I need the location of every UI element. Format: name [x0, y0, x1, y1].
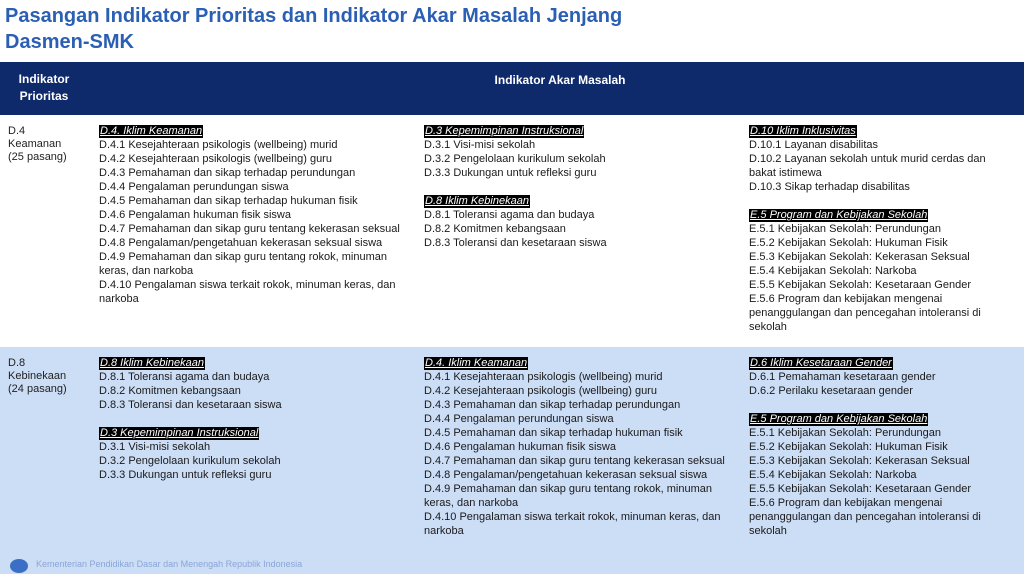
table-row	[0, 347, 1024, 574]
prioritas-name: Keamanan	[8, 138, 62, 150]
section-title: D.4. Iklim Keamanan	[100, 125, 203, 137]
list-item: D.4.9 Pemahaman dan sikap guru tentang rokok, minuman keras, dan narkoba	[424, 483, 712, 509]
section-title: E.5 Program dan Kebijakan Sekolah	[750, 413, 928, 425]
section-title: D.8 Iklim Kebinekaan	[100, 357, 204, 369]
section-title: D.4. Iklim Keamanan	[425, 357, 528, 369]
list-item: D.4.3 Pemahaman dan sikap terhadap perundungan	[99, 167, 356, 179]
list-item: D.8.3 Toleransi dan kesetaraan siswa	[424, 237, 607, 249]
prioritas-cell	[8, 357, 88, 396]
section-title: D.3 Kepemimpinan Instruksional	[425, 125, 584, 137]
section-title: D.3 Kepemimpinan Instruksional	[100, 427, 259, 439]
list-item: E.5.3 Kebijakan Sekolah: Kekerasan Seksual	[749, 455, 970, 467]
prioritas-cell	[8, 125, 88, 164]
list-item: E.5.5 Kebijakan Sekolah: Kesetaraan Gender	[749, 483, 971, 495]
list-item: D.4.2 Kesejahteraan psikologis (wellbeing) guru	[424, 385, 657, 397]
table-row	[0, 115, 1024, 347]
list-item: D.4.2 Kesejahteraan psikologis (wellbeing) guru	[99, 153, 332, 165]
list-item: D.8.1 Toleransi agama dan budaya	[424, 209, 595, 221]
list-item: E.5.1 Kebijakan Sekolah: Perundungan	[749, 223, 942, 235]
list-item: D.3.1 Visi-misi sekolah	[99, 441, 211, 453]
prioritas-code: D.4	[8, 125, 26, 137]
list-item: D.8.2 Komitmen kebangsaan	[99, 385, 241, 397]
list-item: D.10.2 Layanan sekolah untuk murid cerdas dan bakat istimewa	[749, 153, 986, 179]
list-item: E.5.2 Kebijakan Sekolah: Hukuman Fisik	[749, 237, 948, 249]
list-item: D.10.1 Layanan disabilitas	[749, 139, 879, 151]
list-item: D.4.6 Pengalaman hukuman fisik siswa	[424, 441, 616, 453]
akar-column	[424, 356, 734, 538]
section-gap	[749, 194, 1014, 208]
list-item: D.4.4 Pengalaman perundungan siswa	[424, 413, 614, 425]
list-item: D.8.3 Toleransi dan kesetaraan siswa	[99, 399, 282, 411]
list-item: D.6.1 Pemahaman kesetaraan gender	[749, 371, 936, 383]
section-title: E.5 Program dan Kebijakan Sekolah	[750, 209, 928, 221]
table-header	[0, 62, 1024, 115]
akar-column	[99, 356, 407, 482]
list-item: D.8.1 Toleransi agama dan budaya	[99, 371, 270, 383]
header-indikator-akar-masalah: Indikator Akar Masalah	[494, 73, 626, 87]
list-item: D.3.3 Dukungan untuk refleksi guru	[99, 469, 272, 481]
akar-column	[99, 124, 407, 306]
list-item: E.5.2 Kebijakan Sekolah: Hukuman Fisik	[749, 441, 948, 453]
section-title: D.10 Iklim Inklusivitas	[750, 125, 856, 137]
list-item: D.4.9 Pemahaman dan sikap guru tentang rokok, minuman keras, dan narkoba	[99, 251, 387, 277]
ministry-logo-icon	[10, 559, 28, 573]
list-item: D.10.3 Sikap terhadap disabilitas	[749, 181, 910, 193]
list-item: E.5.1 Kebijakan Sekolah: Perundungan	[749, 427, 942, 439]
section-gap	[749, 398, 1014, 412]
list-item: D.4.3 Pemahaman dan sikap terhadap perundungan	[424, 399, 681, 411]
akar-column	[424, 124, 734, 250]
list-item: D.3.2 Pengelolaan kurikulum sekolah	[99, 455, 281, 467]
header-indikator-prioritas: Indikator Prioritas	[18, 72, 70, 103]
prioritas-count: (25 pasang)	[8, 151, 67, 163]
list-item: D.4.6 Pengalaman hukuman fisik siswa	[99, 209, 291, 221]
list-item: E.5.4 Kebijakan Sekolah: Narkoba	[749, 265, 917, 277]
list-item: D.4.10 Pengalaman siswa terkait rokok, minuman keras, dan narkoba	[424, 511, 721, 537]
list-item: D.6.2 Perilaku kesetaraan gender	[749, 385, 913, 397]
list-item: D.4.1 Kesejahteraan psikologis (wellbeing) murid	[99, 139, 338, 151]
list-item: D.3.3 Dukungan untuk refleksi guru	[424, 167, 597, 179]
list-item: D.4.8 Pengalaman/pengetahuan kekerasan seksual siswa	[424, 469, 708, 481]
list-item: D.3.2 Pengelolaan kurikulum sekolah	[424, 153, 606, 165]
list-item: D.3.1 Visi-misi sekolah	[424, 139, 536, 151]
prioritas-name: Kebinekaan	[8, 370, 67, 382]
list-item: D.4.8 Pengalaman/pengetahuan kekerasan seksual siswa	[99, 237, 383, 249]
section-title: D.8 Iklim Kebinekaan	[425, 195, 529, 207]
footer-text: Kementerian Pendidikan Dasar dan Menengah Republik Indonesia	[36, 559, 303, 569]
akar-column	[749, 356, 1014, 538]
prioritas-code: D.8	[8, 357, 26, 369]
prioritas-count: (24 pasang)	[8, 383, 67, 395]
list-item: E.5.3 Kebijakan Sekolah: Kekerasan Seksual	[749, 251, 970, 263]
akar-column	[749, 124, 1014, 334]
list-item: D.4.5 Pemahaman dan sikap terhadap hukuman fisik	[424, 427, 683, 439]
list-item: D.4.7 Pemahaman dan sikap guru tentang kekerasan seksual	[424, 455, 725, 467]
section-gap	[424, 180, 734, 194]
list-item: E.5.4 Kebijakan Sekolah: Narkoba	[749, 469, 917, 481]
section-gap	[99, 412, 407, 426]
list-item: D.4.1 Kesejahteraan psikologis (wellbeing) murid	[424, 371, 663, 383]
list-item: D.4.5 Pemahaman dan sikap terhadap hukuman fisik	[99, 195, 358, 207]
list-item: D.4.4 Pengalaman perundungan siswa	[99, 181, 289, 193]
section-title: D.6 Iklim Kesetaraan Gender	[750, 357, 892, 369]
list-item: E.5.6 Program dan kebijakan mengenai penanggulangan dan pencegahan intoleransi di sekolah	[749, 293, 981, 333]
list-item: D.4.7 Pemahaman dan sikap guru tentang kekerasan seksual	[99, 223, 400, 235]
list-item: D.4.10 Pengalaman siswa terkait rokok, minuman keras, dan narkoba	[99, 279, 396, 305]
list-item: E.5.5 Kebijakan Sekolah: Kesetaraan Gender	[749, 279, 971, 291]
page-title: Pasangan Indikator Prioritas dan Indikator Akar Masalah Jenjang Dasmen-SMK	[5, 5, 623, 53]
footer	[10, 557, 610, 574]
list-item: E.5.6 Program dan kebijakan mengenai penanggulangan dan pencegahan intoleransi di sekolah	[749, 497, 981, 537]
list-item: D.8.2 Komitmen kebangsaan	[424, 223, 566, 235]
